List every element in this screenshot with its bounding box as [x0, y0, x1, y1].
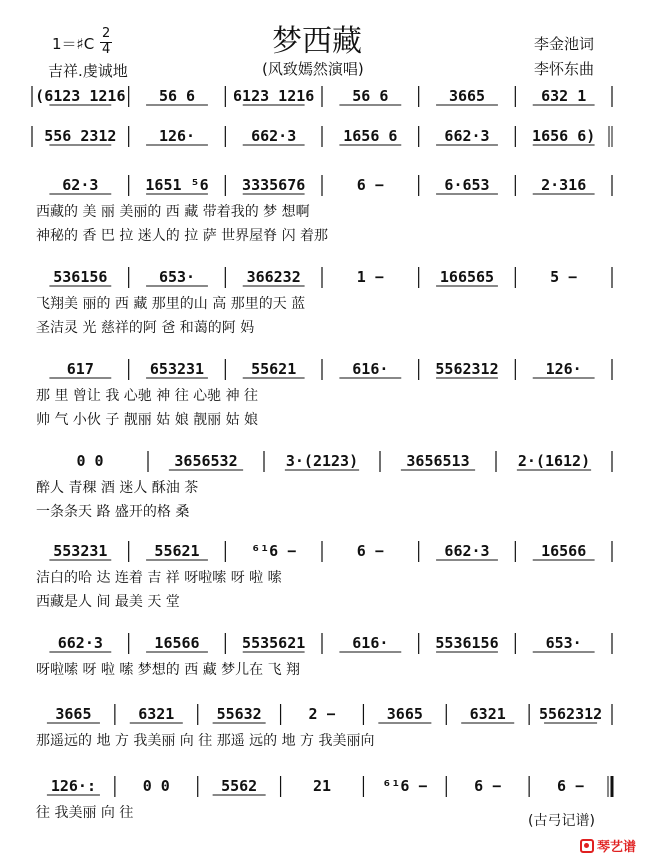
measure-notes: 653231 [149, 360, 205, 378]
measure-notes: 126· [545, 360, 582, 378]
measure-notes: 653· [158, 268, 196, 286]
measure-notes: 1 − [356, 268, 384, 286]
measure-notes: 3335676 [242, 176, 306, 194]
performer-credit: (风致嫣然演唱) [262, 60, 364, 78]
measure-notes: 1656 6) [532, 127, 596, 145]
measure-notes: 2·(1612) [517, 452, 591, 470]
measure-notes: 662·3 [251, 127, 297, 145]
measure-notes: 553231 [53, 542, 108, 560]
measure-notes: 3656532 [174, 452, 238, 470]
measure-notes: 536156 [53, 268, 108, 286]
lyric-line: 呀啦嗦 呀 啦 嗦 梦想的 西 藏 梦儿在 飞 翔 [36, 662, 301, 678]
measure-notes: 2 − [308, 705, 336, 723]
measure-notes: 3·(2123) [285, 452, 359, 470]
transcriber-credit: (古弓记谱) [528, 813, 595, 829]
measure-notes: 6123 1216 [233, 87, 315, 105]
measure-notes: 55621 [154, 542, 200, 560]
measure-notes: 662·3 [444, 127, 490, 145]
measure-notes: 21 [312, 777, 332, 795]
brand-logo-icon [580, 839, 594, 853]
measure-notes: 1651 ⁵6 [145, 176, 209, 194]
barline-end [608, 776, 612, 797]
measure-notes: 55621 [251, 360, 297, 378]
measure-notes: 6 − [356, 176, 384, 194]
lyric-line: 西藏的 美 丽 美丽的 西 藏 带着我的 梦 想啊 [36, 204, 310, 220]
measure-notes: 662·3 [444, 542, 490, 560]
lyric-line: 西藏是人 间 最美 天 堂 [36, 594, 180, 610]
page-title: 梦西藏 [272, 24, 362, 59]
measure-notes: 3665 [448, 87, 486, 105]
measure-notes: 632 1 [541, 87, 587, 105]
measure-notes: 3656513 [406, 452, 470, 470]
measure-notes: 55632 [216, 705, 262, 723]
measure-notes: 616· [352, 634, 389, 652]
measure-notes: 3665 [55, 705, 92, 723]
measure-notes: 5562 [221, 777, 258, 795]
lyric-line: 飞翔美 丽的 西 藏 那里的山 高 那里的天 蓝 [36, 296, 306, 312]
measure-notes: 617 [66, 360, 94, 378]
measure-notes: 166565 [439, 268, 495, 286]
measure-notes: 3665 [386, 705, 423, 723]
lyricist-credit: 李金池词 [534, 35, 595, 53]
tempo-expression: 吉祥.虔诚地 [48, 62, 128, 80]
measure-notes: 2·316 [541, 176, 587, 194]
composer-credit: 李怀东曲 [534, 60, 595, 78]
measure-notes: 16566 [154, 634, 200, 652]
measure-notes: 5562312 [538, 705, 603, 723]
time-signature-bottom: 4 [102, 42, 111, 57]
lyric-line: 帅 气 小伙 子 靓丽 姑 娘 靓丽 姑 娘 [36, 412, 259, 428]
lyric-line: 一条条天 路 盛开的格 桑 [36, 504, 190, 520]
measure-notes: 6 − [474, 777, 502, 795]
measure-notes: 5562312 [435, 360, 499, 378]
measure-notes: 5 − [550, 268, 578, 286]
watermark-logo [580, 836, 636, 855]
measure-notes: 6·653 [444, 176, 490, 194]
measure-notes: 366232 [246, 268, 301, 286]
measure-notes: 56 6 [158, 87, 196, 105]
lyric-line: 神秘的 香 巴 拉 迷人的 拉 萨 世界屋脊 闪 着那 [36, 228, 329, 244]
measure-notes: 556 2312 [44, 127, 117, 145]
measure-notes: 56 6 [352, 87, 389, 105]
measure-notes: 1656 6 [343, 127, 398, 145]
lyric-line: 洁白的哈 达 连着 吉 祥 呀啦嗦 呀 啦 嗦 [36, 570, 282, 586]
measure-notes: 6321 [469, 705, 506, 723]
measure-notes: (6123 1216 [35, 87, 126, 105]
measure-notes: 0 0 [142, 777, 170, 795]
lyric-line: 圣洁灵 光 慈祥的阿 爸 和蔼的阿 妈 [36, 320, 255, 336]
measure-notes: 6321 [138, 705, 175, 723]
measure-notes: 5536156 [435, 634, 499, 652]
measure-notes: 126·: [50, 777, 97, 795]
lyric-line: 那 里 曾让 我 心驰 神 往 心驰 神 往 [36, 388, 259, 404]
measure-notes: ⁶¹6 − [251, 542, 297, 560]
lyric-line: 醉人 青稞 酒 迷人 酥油 茶 [36, 480, 199, 496]
measure-notes: 16566 [541, 542, 587, 560]
measure-notes: 62·3 [62, 176, 99, 194]
lyric-line: 往 我美丽 向 往 [36, 805, 134, 821]
measure-notes: 126· [158, 127, 196, 145]
measure-notes: 6 − [356, 542, 384, 560]
measure-notes: 0 0 [76, 452, 104, 470]
measure-notes: 616· [352, 360, 389, 378]
barline-end [609, 126, 612, 147]
watermark-text: 琴艺谱 [596, 840, 636, 855]
measure-notes: 662·3 [57, 634, 103, 652]
time-signature-top: 2 [102, 26, 111, 41]
measure-notes: ⁶¹6 − [382, 777, 428, 795]
lyric-line: 那遥远的 地 方 我美丽 向 往 那遥 远的 地 方 我美丽向 [36, 733, 375, 749]
measure-notes: 6 − [557, 777, 585, 795]
key-signature: 1＝♯C [52, 35, 95, 53]
measure-notes: 653· [545, 634, 582, 652]
measure-notes: 5535621 [242, 634, 306, 652]
